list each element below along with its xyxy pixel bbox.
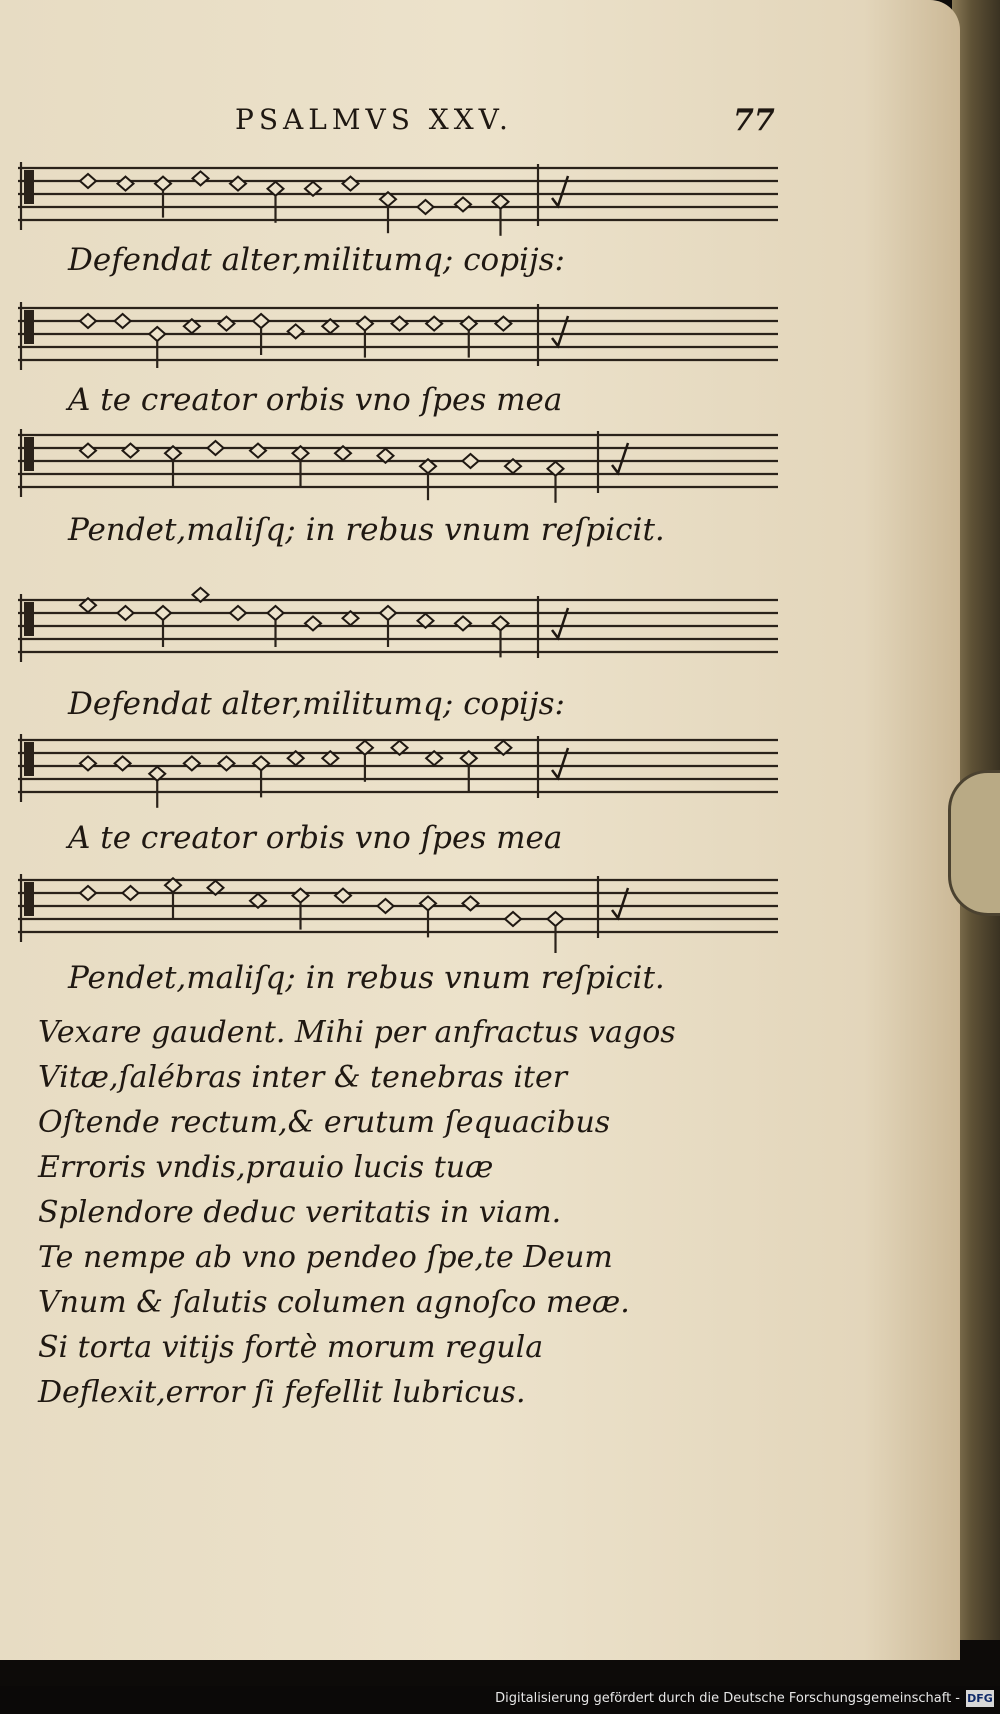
binding-clasp: [948, 770, 1000, 916]
running-title: PSALMVS XXV.: [235, 103, 513, 136]
notehead-diamond-icon: [253, 314, 269, 328]
digitization-footer: [0, 1686, 1000, 1714]
notehead-diamond-icon: [123, 444, 139, 458]
lyric-line-3: Pendet,maliſq; in rebus vnum reſpicit.: [68, 512, 665, 548]
notehead-diamond-icon: [493, 616, 509, 630]
notehead-diamond-icon: [253, 756, 269, 770]
lyric-line-6: Pendet,maliſq; in rebus vnum reſpicit.: [68, 960, 665, 996]
notehead-diamond-icon: [155, 606, 171, 620]
verse-line: Oſtende rectum,& erutum ſequacibus: [38, 1105, 611, 1140]
clef-icon: [24, 742, 34, 776]
notehead-diamond-icon: [420, 896, 436, 910]
notehead-diamond-icon: [155, 177, 171, 191]
verse-line: Vexare gaudent. Mihi per anfractus vagos: [38, 1015, 676, 1050]
lyric-line-5: A te creator orbis vno ſpes mea: [68, 820, 563, 856]
verse-line: Te nempe ab vno pendeo ſpe,te Deum: [38, 1240, 613, 1275]
clef-icon: [24, 310, 34, 344]
notehead-diamond-icon: [305, 616, 321, 630]
verse-line: Splendore deduc veritatis in viam.: [38, 1195, 562, 1230]
verse-line: Vitæ,ſalébras inter & tenebras iter: [38, 1060, 568, 1095]
lyric-line-4: Defendat alter,militumq; copijs:: [68, 686, 565, 722]
notehead-diamond-icon: [230, 177, 246, 191]
notehead-diamond-icon: [80, 756, 96, 770]
notehead-diamond-icon: [392, 317, 408, 331]
notehead-diamond-icon: [455, 616, 471, 630]
lyric-line-2: A te creator orbis vno ſpes mea: [68, 382, 563, 418]
notehead-diamond-icon: [335, 889, 351, 903]
notehead-diamond-icon: [380, 606, 396, 620]
clef-icon: [24, 170, 34, 204]
notehead-diamond-icon: [118, 606, 134, 620]
notehead-diamond-icon: [343, 177, 359, 191]
notehead-diamond-icon: [463, 454, 479, 468]
clef-icon: [24, 882, 34, 916]
footer-credit: Digitalisierung gefördert durch die Deutsche Forschungsgemeinschaft -: [495, 1691, 960, 1706]
notehead-diamond-icon: [149, 327, 165, 341]
notehead-diamond-icon: [208, 441, 224, 455]
notehead-diamond-icon: [80, 444, 96, 458]
notehead-diamond-icon: [357, 317, 373, 331]
notehead-diamond-icon: [418, 200, 434, 214]
notehead-diamond-icon: [505, 912, 521, 926]
notehead-diamond-icon: [461, 317, 477, 331]
notehead-diamond-icon: [455, 197, 471, 211]
notehead-diamond-icon: [115, 314, 131, 328]
notehead-diamond-icon: [495, 317, 511, 331]
notehead-diamond-icon: [118, 177, 134, 191]
verse-line: Deflexit,error ſi fefellit lubricus.: [38, 1375, 526, 1410]
notehead-diamond-icon: [293, 889, 309, 903]
clef-icon: [24, 602, 34, 636]
notehead-diamond-icon: [378, 899, 394, 913]
music-staff-4: [18, 590, 778, 670]
notehead-diamond-icon: [184, 756, 200, 770]
dfg-logo-icon: DFG: [967, 1692, 993, 1705]
notehead-diamond-icon: [193, 171, 209, 185]
notehead-diamond-icon: [230, 606, 246, 620]
page-header: [0, 103, 1000, 143]
notehead-diamond-icon: [426, 317, 442, 331]
music-staff-2: [18, 298, 778, 378]
notehead-diamond-icon: [463, 896, 479, 910]
music-staff-1: [18, 158, 778, 238]
music-staff-5: [18, 730, 778, 810]
notehead-diamond-icon: [115, 756, 131, 770]
page-number: 77: [733, 103, 775, 138]
notehead-diamond-icon: [123, 886, 139, 900]
notehead-diamond-icon: [80, 174, 96, 188]
clef-icon: [24, 437, 34, 471]
notehead-diamond-icon: [250, 444, 266, 458]
notehead-diamond-icon: [218, 756, 234, 770]
notehead-diamond-icon: [268, 606, 284, 620]
notehead-diamond-icon: [80, 886, 96, 900]
lyric-line-1: Defendat alter,militumq; copijs:: [68, 242, 565, 278]
notehead-diamond-icon: [80, 314, 96, 328]
verse-line: Vnum & ſalutis columen agnoſco meæ.: [38, 1285, 630, 1320]
notehead-diamond-icon: [218, 317, 234, 331]
verse-line: Erroris vndis,prauio lucis tuæ: [38, 1150, 494, 1185]
music-staff-6: [18, 870, 778, 950]
music-staff-3: [18, 425, 778, 505]
verse-line: Si torta vitijs fortè morum regula: [38, 1330, 544, 1365]
notehead-diamond-icon: [288, 324, 304, 338]
notehead-diamond-icon: [548, 912, 564, 926]
